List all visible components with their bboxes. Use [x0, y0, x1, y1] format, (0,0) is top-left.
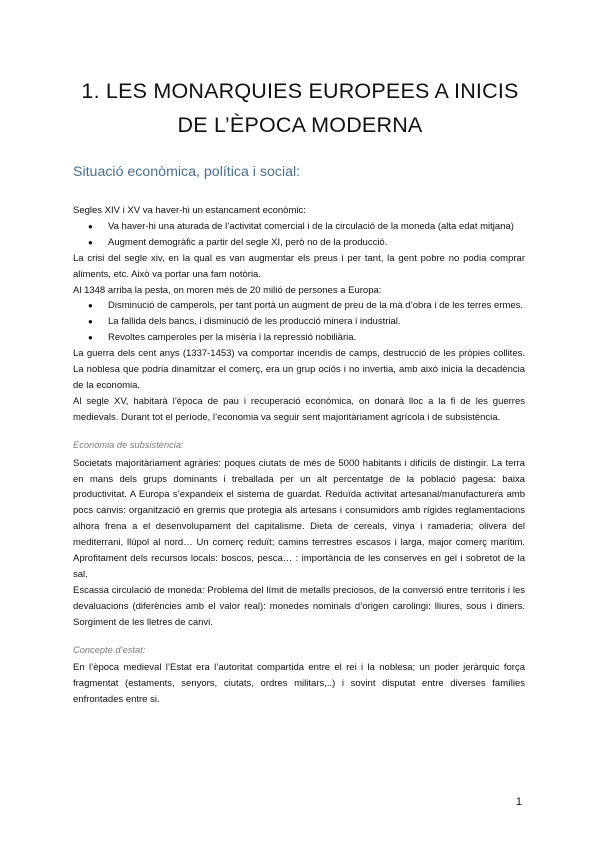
bullet-icon: ●: [88, 333, 93, 343]
paragraph-crisi: La crisi del segle xiv, en la qual es van augmentar els preus i per tant, la gent pobre no podia comprar aliments, etc. Això va portar una fam notòria.: [73, 252, 525, 280]
bullet-icon: ●: [88, 221, 93, 231]
list-item: [73, 330, 525, 346]
title-line-2: DE L’ÈPOCA MODERNA: [177, 113, 423, 137]
section-label-estat: Concepte d’estat:: [73, 644, 146, 655]
section-label-subsistencia: Economia de subsistència:: [73, 439, 184, 450]
bullet-icon: ●: [88, 317, 93, 327]
paragraph-guerra: La guerra dels cent anys (1337-1453) va comportar incendis de camps, destrucció de les pròpies collites. La noblesa que podria dinamitzar el comerç, era un grup ociós i no invertia, amb això inicia la decadència de la economia.: [73, 348, 525, 391]
list-item-text: Va haver-hi una aturada de l’activitat comercial i de la circulació de la moneda (alta edat mitjana): [108, 220, 514, 232]
list-item-text: La fallida dels bancs, i disminució de les producció minera i industrial.: [108, 316, 401, 328]
page-number: 1: [515, 796, 522, 808]
bullet-list-stagnation: [73, 219, 525, 251]
spacer: [73, 631, 525, 637]
spacer: [73, 426, 525, 432]
bullet-icon: ●: [88, 301, 93, 311]
list-item: [73, 219, 525, 235]
paragraph-pesta: Al 1348 arriba la pesta, on moren més de 20 milió de persones a Europa:: [73, 284, 382, 296]
paragraph-segle-xv: Al segle XV, habitarà l’època de pau i recuperació econòmica, on donarà lloc a la fi de les guerres medievals. Durant tot el període, l’economia va seguir sent majoritàriament agrícola i de subsistència.: [73, 395, 525, 423]
list-item: [73, 235, 525, 251]
document-title: [40, 74, 560, 142]
document-body: [73, 203, 525, 708]
title-line-1: 1. LES MONARQUIES EUROPEES A INICIS: [81, 79, 519, 103]
paragraph-societats: Societats majoritàriament agràries: poques ciutats de més de 5000 habitants i difícils de distingir. La terra en mans dels grups dominants i treballada per un alt percentatge de la població pagesa: baixa productivitat. A Europa s’expandeix el sistema de guardat. Reduïda activitat artesanal/manufacturera amb pocs canvis: organització en gremis que protegia als artesans i consumidors amb rígides reglamentacions alhora frena a el desenvolupament del capitalisme. Dieta de cereals, vinya i ramaderia; olivera del mediterrani, llúpol al nord… Un comerç reduït; camins terrestres escasos i larga, major comerç marítim. Aprofitament dels recursos locals: boscos, pesca… : importància de les conserves en gel i sobretot de la sal.: [73, 457, 525, 580]
section-subheading: Situació econòmica, política i social:: [73, 164, 301, 180]
list-item-text: Revoltes camperoles per la misèria i la repressió nobiliària.: [108, 332, 357, 344]
paragraph-circulacio: Escassa circulació de moneda: Problema del límit de metalls preciosos, de la conversió entre territoris i les devaluacions (diferències amb el valor real): monedes nominals d’origen carolingi: lliures, sous i diners. Sorgiment de les lletres de canvi.: [73, 584, 525, 628]
list-item: [73, 314, 525, 330]
bullet-list-plague: [73, 298, 525, 346]
paragraph-estat: En l’època medieval l’Estat era l’autoritat compartida entre el rei i la noblesa; un poder jeràrquic força fragmentat (estaments, senyors, ciutats, ordres militars,..) i sovint disputat entre diverses famílies enfrontades entre si.: [73, 662, 525, 706]
list-item: [73, 298, 525, 314]
bullet-icon: ●: [88, 237, 93, 247]
paragraph-segles-xiv-xv: Segles XIV i XV va haver-hi un estancament econòmic:: [73, 205, 306, 216]
list-item-text: Augment demogràfic a partir del segle XI, però no de la producció.: [108, 236, 388, 248]
list-item-text: Disminució de camperols, per tant portà un augment de preu de la mà d’obra i de les terres ermes.: [108, 300, 524, 312]
